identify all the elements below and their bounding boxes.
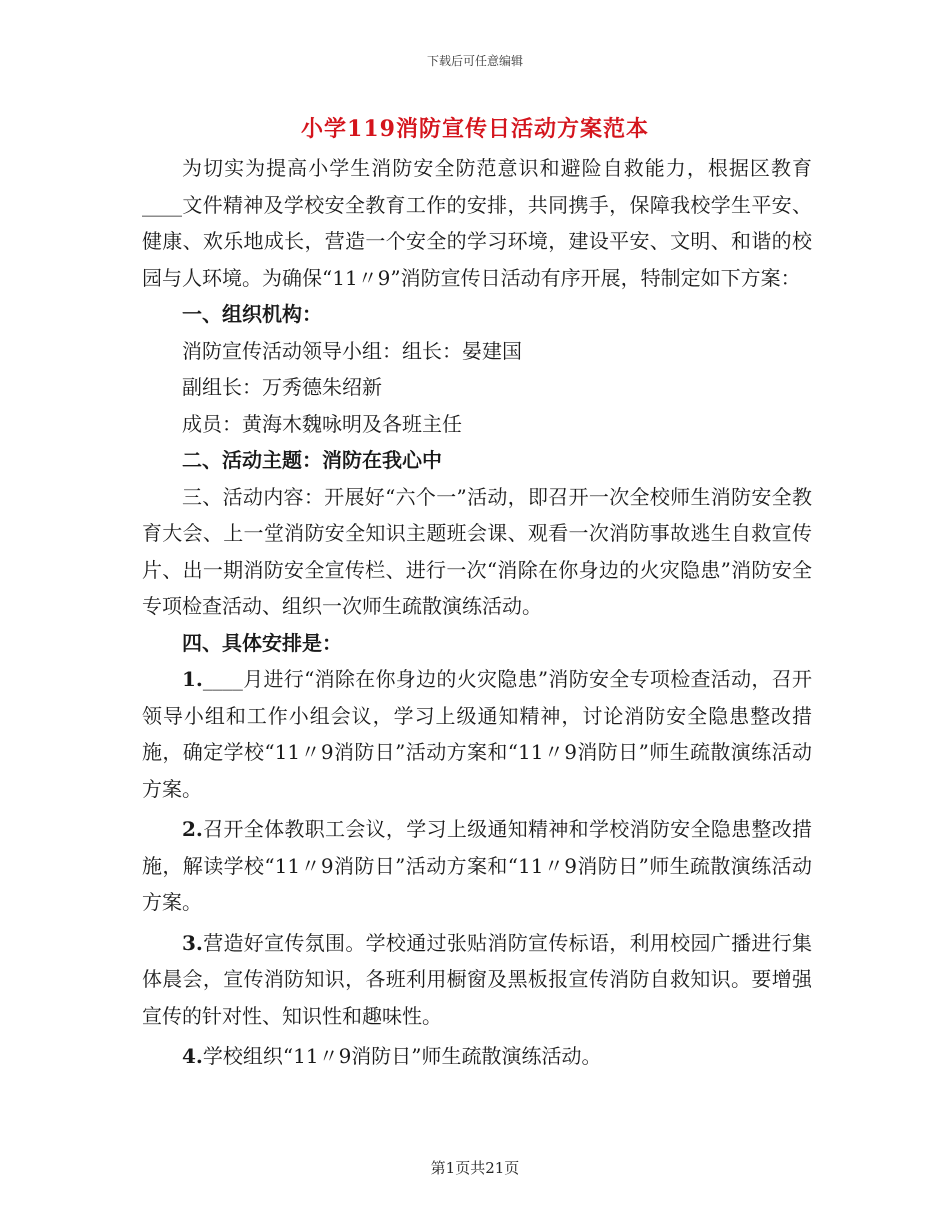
intro-paragraph: 为切实为提高小学生消防安全防范意识和避险自救能力，根据区教育____文件精神及学校安全教育工作的安排，共同携手，保障我校学生平安、健康、欢乐地成长，营造一个安全的学习环境，建设平安、文明、和谐的校园与人环境。为确保“11〃9”消防宣传日活动有序开展，特制定如下方案： bbox=[142, 156, 812, 290]
page-footer: 第1页共21页 bbox=[430, 1159, 520, 1177]
arrangement-item-3 bbox=[142, 925, 812, 1035]
section-heading-arrangement: 四、具体安排是： bbox=[182, 630, 342, 655]
item-text: ____月进行“消除在你身边的火灾隐患”消防安全专项检查活动，召开领导小组和工作小组会议，学习上级通知精神，讨论消防安全隐患整改措施，确定学校“11〃9消防日”活动方案和“11〃9消防日”师生疏散演练活动方案。 bbox=[142, 667, 812, 801]
item-text: 学校组织“11〃9消防日”师生疏散演练活动。 bbox=[202, 1044, 602, 1068]
item-number: 2. bbox=[182, 817, 203, 841]
item-text: 营造好宣传氛围。学校通过张贴消防宣传标语，利用校园广播进行集体晨会，宣传消防知识，各班利用橱窗及黑板报宣传消防自救知识。要增强宣传的针对性、知识性和趣味性。 bbox=[142, 930, 812, 1028]
leader-line: 消防宣传活动领导小组：组长：晏建国 bbox=[182, 338, 522, 363]
section-heading-organization: 一、组织机构： bbox=[182, 302, 322, 326]
item-number: 3. bbox=[182, 930, 203, 955]
item-text: 召开全体教职工会议，学习上级通知精神和学校消防安全隐患整改措施，解读学校“11〃9消防日”活动方案和“11〃9消防日”师生疏散演练活动方案。 bbox=[142, 817, 812, 914]
item-number: 1. bbox=[182, 667, 203, 691]
arrangement-item-4 bbox=[142, 1038, 812, 1075]
activity-content-paragraph: 三、活动内容：开展好“六个一”活动，即召开一次全校师生消防安全教育大会、上一堂消防安全知识主题班会课、观看一次消防事故逃生自救宣传片、出一期消防安全宣传栏、进行一次“消除在你身边的火灾隐患”消防安全专项检查活动、组织一次师生疏散演练活动。 bbox=[142, 484, 812, 618]
arrangement-item-2 bbox=[142, 811, 812, 921]
page-header: 下载后可任意编辑 bbox=[426, 54, 523, 68]
deputy-line: 副组长：万秀德朱绍新 bbox=[182, 375, 382, 399]
document-body bbox=[142, 150, 812, 1075]
members-line: 成员：黄海木魏咏明及各班主任 bbox=[182, 411, 462, 436]
item-number: 4. bbox=[182, 1044, 203, 1068]
arrangement-item-1 bbox=[142, 661, 812, 807]
section-heading-theme: 二、活动主题：消防在我心中 bbox=[182, 448, 442, 472]
document-title: 小学119消防宣传日活动方案范本 bbox=[301, 116, 649, 142]
